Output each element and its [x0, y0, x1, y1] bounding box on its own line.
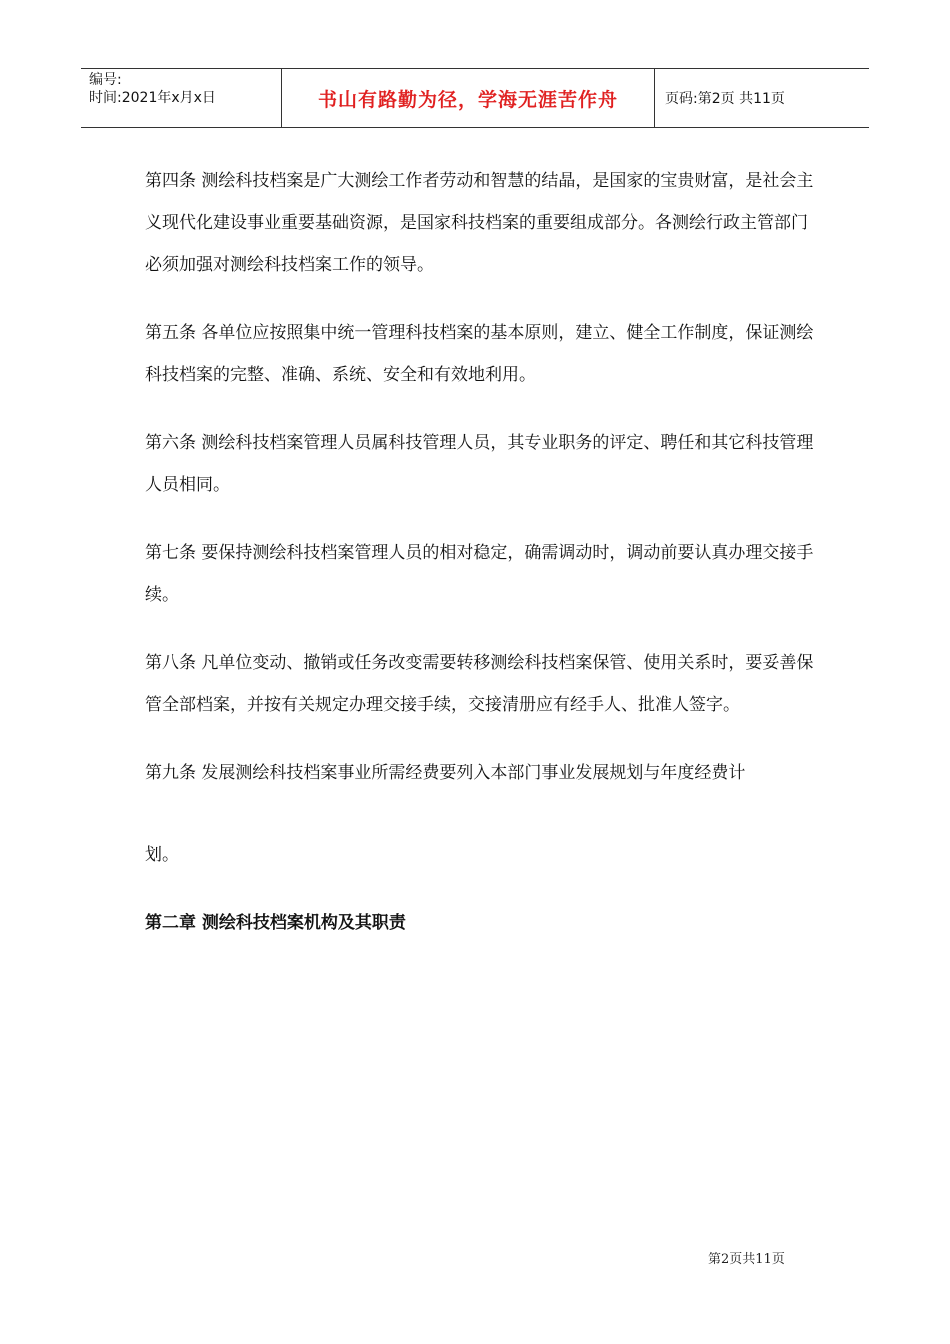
header-motto: 书山有路勤为径，学海无涯苦作舟 [317, 88, 618, 111]
article-6: 第六条 测绘科技档案管理人员属科技管理人员，其专业职务的评定、聘任和其它科技管理人员相同。 [145, 433, 814, 495]
header-page-cell [655, 69, 869, 127]
article-4: 第四条 测绘科技档案是广大测绘工作者劳动和智慧的结晶，是国家的宝贵财富，是社会主义现代化建设事业重要基础资源，是国家科技档案的重要组成部分。各测绘行政主管部门必须加强对测绘科技档案工作的领导。 [145, 171, 814, 275]
chapter-heading: 第二章 测绘科技档案机构及其职责 [145, 913, 406, 933]
article-9: 第九条 发展测绘科技档案事业所需经费要列入本部门事业发展规划与年度经费计 [145, 763, 746, 783]
document-number-label: 编号: [89, 72, 122, 88]
article-7: 第七条 要保持测绘科技档案管理人员的相对稳定，确需调动时，调动前要认真办理交接手续。 [145, 543, 814, 605]
article-9-continuation: 划。 [145, 845, 179, 865]
header-motto-cell [282, 69, 655, 127]
header-meta-cell [81, 69, 282, 127]
document-time-label: 时间:2021年x月x日 [89, 90, 216, 106]
article-8: 第八条 凡单位变动、撤销或任务改变需要转移测绘科技档案保管、使用关系时，要妥善保管全部档案，并按有关规定办理交接手续，交接清册应有经手人、批准人签字。 [145, 653, 814, 715]
article-5: 第五条 各单位应按照集中统一管理科技档案的基本原则，建立、健全工作制度，保证测绘科技档案的完整、准确、系统、安全和有效地利用。 [145, 323, 814, 385]
page-footer: 第2页共11页 [708, 1252, 785, 1267]
page-header [81, 68, 869, 128]
header-page-info: 页码:第2页 共11页 [665, 91, 785, 107]
document-body [145, 160, 815, 944]
